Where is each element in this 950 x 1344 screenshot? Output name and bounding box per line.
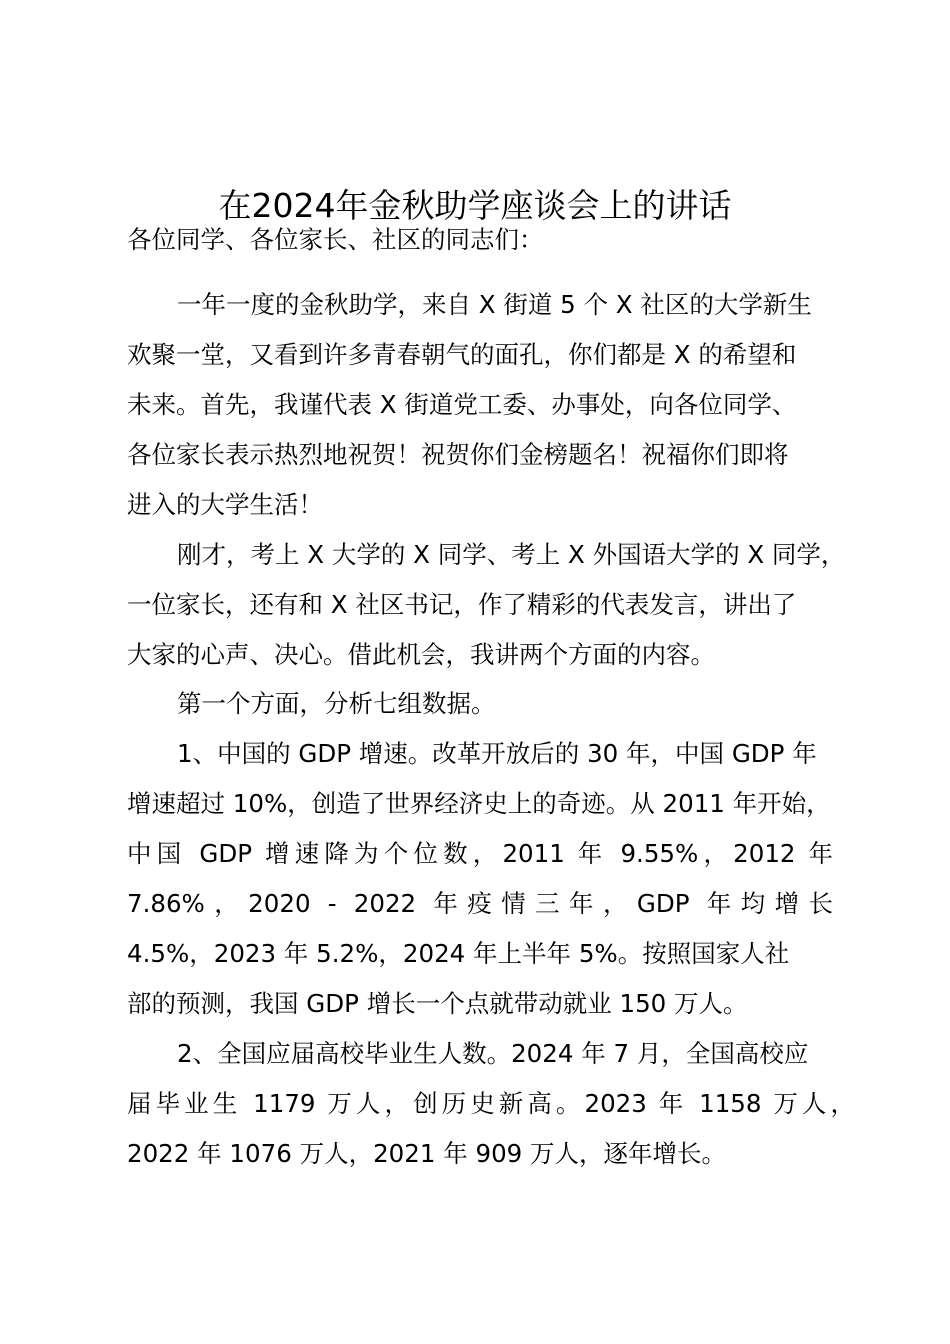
paragraph-line: 4.5%，2023 年 5.2%，2024 年上半年 5%。按照国家人社: [127, 939, 790, 968]
paragraph-line: 未来。首先，我谨代表 X 街道党工委、办事处，向各位同学、: [127, 390, 797, 419]
paragraph-line: 大家的心声、决心。借此机会，我讲两个方面的内容。: [127, 640, 715, 669]
paragraph-line: 刚才，考上 X 大学的 X 同学、考上 X 外国语大学的 X 同学，: [177, 540, 846, 569]
section-heading: 第一个方面，分析七组数据。: [177, 689, 496, 718]
paragraph-line: 一年一度的金秋助学，来自 X 街道 5 个 X 社区的大学新生: [177, 290, 812, 319]
document-title: 在2024年金秋助学座谈会上的讲话: [218, 186, 732, 225]
paragraph-line: 2022 年 1076 万人，2021 年 909 万人，逐年增长。: [127, 1139, 727, 1168]
paragraph-line: 进入的大学生活！: [127, 490, 323, 519]
paragraph-line: 2、全国应届高校毕业生人数。2024 年 7 月，全国高校应: [177, 1039, 809, 1068]
paragraph-line: 7.86%，2020 - 2022 年疫情三年，GDP 年均增长: [127, 889, 833, 918]
paragraph-line: 1、中国的 GDP 增速。改革开放后的 30 年，中国 GDP 年: [177, 739, 817, 768]
paragraph-line: 中国 GDP 增速降为个位数，2011 年 9.55%，2012 年: [127, 839, 833, 868]
paragraph-line: 欢聚一堂，又看到许多青春朝气的面孔，你们都是 X 的希望和: [127, 340, 797, 369]
paragraph-line: 增速超过 10%，创造了世界经济史上的奇迹。从 2011 年开始，: [127, 789, 831, 818]
paragraph-line: 一位家长，还有和 X 社区书记，作了精彩的代表发言，讲出了: [127, 590, 797, 619]
paragraph-line: 届毕业生 1179 万人，创历史新高。2023 年 1158 万人，: [127, 1089, 855, 1118]
paragraph-line: 部的预测，我国 GDP 增长一个点就带动就业 150 万人。: [127, 989, 748, 1018]
paragraph-line: 各位家长表示热烈地祝贺！祝贺你们金榜题名！祝福你们即将: [127, 440, 789, 469]
salutation: 各位同学、各位家长、社区的同志们：: [127, 225, 544, 254]
